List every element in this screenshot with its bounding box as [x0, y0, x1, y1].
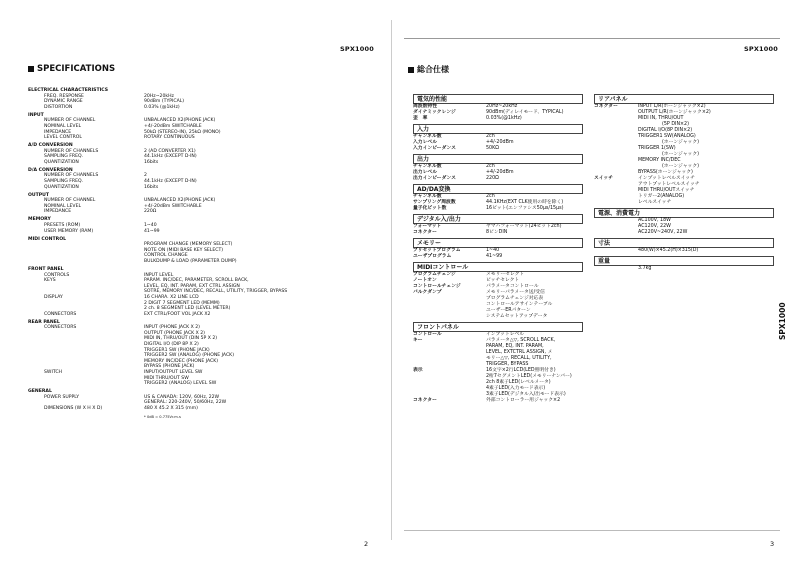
- jp-spec-value-line: (ホーンジャック): [662, 152, 700, 157]
- bullet-square-icon: [28, 66, 34, 72]
- jp-spec-value-line: INPUT L/R(ホーンジャック×2): [638, 104, 706, 109]
- spec-value: [144, 160, 378, 166]
- jp-spec-column-1: [413, 92, 583, 404]
- spec-value-line: 220Ω: [144, 209, 157, 215]
- spec-value-line: EXT CTRL/FOOT VOL JACK X2: [144, 311, 211, 317]
- right-model-header: SPX1000: [744, 45, 778, 53]
- jp-spec-value: [486, 176, 583, 182]
- jp-spec-value-line: ヤマハフォーマット(24ビット2ch): [486, 224, 562, 229]
- spec-group-heading: MIDI CONTROL: [28, 236, 67, 242]
- jp-spec-value-line: メモリーパラメータ送/受信: [486, 290, 545, 295]
- jp-spec-value-line: 4素子LED(入力モード表示): [486, 386, 546, 391]
- spec-value: [144, 242, 378, 264]
- spec-value-line: 41~99: [144, 228, 160, 234]
- spec-value-line: TRIGGER2 (ANALOG) LEVEL SW: [144, 381, 217, 387]
- jp-spec-value-line: MEMORY INC/DEC: [638, 158, 681, 163]
- jp-spec-value-line: 外部コントローラー用ジャック×2: [486, 398, 561, 403]
- jp-spec-row: [594, 104, 774, 176]
- left-model-header: SPX1000: [340, 45, 374, 53]
- spec-value: [144, 395, 378, 406]
- spec-label: QUANTIZATION: [44, 184, 79, 190]
- jp-spec-value-line: AC220V~240V, 22W: [638, 230, 688, 235]
- jp-spec-value-line: 3素子LED(デジタル入/出モード表示): [486, 392, 566, 397]
- jp-spec-label: コネクター: [594, 104, 618, 109]
- jp-spec-value-line: 90dBm(ディレイモード、TYPICAL): [486, 110, 564, 115]
- jp-spec-value-line: レベルスイッチ: [638, 200, 672, 205]
- spec-row: [28, 295, 378, 312]
- jp-section-heading: フロントパネル: [413, 322, 583, 332]
- jp-spec-label: コントロール: [413, 332, 442, 337]
- spec-label: DIMENSIONS (W X H X D): [44, 405, 103, 411]
- jp-spec-value: [638, 248, 774, 254]
- spec-group-heading: OUTPUT: [28, 192, 49, 198]
- spec-group-heading: A/D CONVERSION: [28, 143, 73, 149]
- footnote: * 0dB = 0.775Vr.m.s: [144, 414, 181, 419]
- jp-spec-value: [638, 104, 774, 176]
- jp-section-heading: 寸法: [594, 238, 774, 248]
- spec-label: CONTROLS: [44, 272, 70, 278]
- spec-label: LEVEL CONTROL: [44, 135, 82, 141]
- jp-spec-value: [638, 218, 774, 236]
- bullet-square-icon: [408, 67, 414, 73]
- spec-row: [28, 185, 378, 191]
- spec-row: [28, 370, 378, 387]
- jp-spec-label: 量子化ビット数: [413, 206, 447, 211]
- spec-value: [144, 185, 378, 191]
- spec-value-line: 1~40: [144, 223, 157, 229]
- spec-value-line: 16bits: [144, 184, 159, 190]
- spec-value-line: US & CANADA: 120V, 60Hz, 22W: [144, 394, 220, 400]
- jp-spec-value-line: BYPASS(ホーンジャック): [638, 170, 693, 175]
- spec-groups: [28, 88, 378, 412]
- spec-label: NUMBER OF CHANNELS: [44, 173, 99, 179]
- jp-spec-value-line: 480(W)×45.2(H)×315(D): [638, 248, 699, 253]
- spec-label: DISPLAY: [44, 294, 63, 300]
- spec-label: SAMPLING FREQ.: [44, 179, 84, 185]
- jp-spec-value-line: ユーザーERパターン: [486, 308, 531, 313]
- jp-spec-value: [486, 146, 583, 152]
- jp-spec-label: 出力レベル: [413, 170, 437, 175]
- spec-value-line: INPUT (PHONE JACK X 2): [144, 325, 200, 331]
- specifications-title: SPECIFICATIONS: [37, 64, 116, 74]
- spec-value-line: +4/-20dBm SWITCHABLE: [144, 123, 202, 129]
- spec-value: [144, 295, 378, 312]
- jp-spec-value-line: 41~99: [486, 254, 503, 259]
- spec-value-line: MEMORY INC/DEC (PHONE JACK): [144, 358, 219, 364]
- spec-value: [144, 312, 378, 318]
- right-page-number: 3: [770, 540, 775, 548]
- jp-section-heading: 電気的性能: [413, 94, 583, 104]
- jp-spec-value-line: メモリーセレクト: [486, 272, 525, 277]
- jp-spec-value-line: 20Hz~20kHz: [486, 104, 518, 109]
- spec-group-heading: ELECTRICAL CHARACTERISTICS: [28, 88, 109, 93]
- jp-spec-label: 周波数特性: [413, 104, 437, 109]
- jp-spec-label: フォーマット: [413, 224, 442, 229]
- spec-value-line: INPUT LEVEL: [144, 272, 174, 278]
- spec-value-line: GENERAL: 220-240V, 50/60Hz, 22W: [144, 400, 227, 406]
- spec-row: [28, 325, 378, 370]
- spec-row: [28, 242, 378, 264]
- spec-label: NOMINAL LEVEL: [44, 203, 82, 209]
- jp-spec-value: [486, 116, 583, 122]
- spec-value-line: 50kΩ (STEREO-IN), 25kΩ (MONO): [144, 129, 221, 135]
- spec-value-line: BULKDUMP & LOAD (PARAMETER DUMP): [144, 258, 237, 264]
- jp-spec-value: [486, 230, 583, 236]
- jp-spec-value-line: 8ピンDIN: [486, 230, 508, 235]
- jp-section-heading: 重量: [594, 256, 774, 266]
- spec-label: NOMINAL LEVEL: [44, 123, 82, 129]
- spec-value-line: LEVEL, EQ, INT. PARAM, EXT CTRL ASSIGN: [144, 283, 240, 289]
- jp-spec-value-line: インプットレベルスイッチ: [638, 176, 695, 181]
- jp-spec-value-line: 2ch: [486, 134, 495, 139]
- spec-row: [28, 105, 378, 111]
- jp-spec-value-line: MIDI THRU/OUTスイッチ: [638, 188, 695, 193]
- jp-spec-row: [413, 230, 583, 236]
- jp-spec-value-line: AC100V, 18W: [638, 218, 671, 223]
- top-rule: [404, 38, 780, 39]
- bottom-rule: [404, 530, 780, 531]
- jp-spec-value-line: プログラムチェンジ対応表: [486, 296, 544, 301]
- jp-spec-value-line: システムセットアップデータ: [486, 314, 548, 319]
- jp-spec-value-line: 1~40: [486, 248, 500, 253]
- jp-spec-row: [413, 290, 583, 320]
- spec-label: NUMBER OF CHANNELS: [44, 148, 99, 154]
- jp-spec-label: [594, 248, 638, 254]
- jp-spec-value-line: 2ch: [486, 194, 495, 199]
- jp-spec-row: [594, 266, 774, 272]
- jp-spec-row: [413, 146, 583, 152]
- spec-value-line: TRIGGER2 SW (ANALOG) (PHONE JACK): [144, 353, 234, 359]
- spec-value-line: 2: [144, 173, 147, 179]
- jp-spec-value-line: TRIGGER, BYPASS: [486, 362, 529, 367]
- jp-section-heading: 入力: [413, 124, 583, 134]
- specifications-heading: [28, 64, 378, 74]
- spec-value-line: PROGRAM CHANGE (MEMORY SELECT): [144, 242, 233, 248]
- spec-value: [144, 105, 378, 111]
- spec-row: [28, 209, 378, 215]
- jp-spec-value-line: +4/-20dBm: [486, 140, 514, 145]
- jp-spec-value-line: アウトプットレベルスイッチ: [638, 182, 700, 187]
- jp-spec-label: [594, 266, 638, 272]
- spec-row: [28, 278, 378, 295]
- jp-spec-label: コネクター: [413, 230, 437, 235]
- jp-section-heading: リアパネル: [594, 94, 774, 104]
- jp-spec-label: ダイナミックレンジ: [413, 110, 456, 115]
- jp-spec-row: [594, 218, 774, 236]
- spec-group-heading: MEMORY: [28, 217, 51, 223]
- spec-group-heading: INPUT: [28, 112, 44, 118]
- jp-spec-value-line: コントロールアサインテーブル: [486, 302, 553, 307]
- jp-spec-label: チャンネル数: [413, 164, 442, 169]
- spec-value-line: 2 DIGIT 7 SEGMENT LED (MEMM): [144, 300, 220, 306]
- jp-spec-value-line: 2桁7セグメントLED(メモリーナンバー): [486, 374, 572, 379]
- jp-spec-value-line: 2ch: [486, 164, 495, 169]
- spec-value-line: +4/-20dBm SWITCHABLE: [144, 203, 202, 209]
- spec-value-line: 2 (AD CONVERTER X1): [144, 148, 196, 154]
- spec-label: IMPEDANCE: [44, 209, 72, 215]
- spec-value-line: 16 CHARA. X2 LINE LCD: [144, 294, 199, 300]
- jp-spec-value: [486, 398, 583, 404]
- spec-group-heading: FRONT PANEL: [28, 266, 64, 272]
- spec-value-line: PARAM. INC/DEC, PARAMETER, SCROLL BACK,: [144, 278, 249, 284]
- jp-section-heading: AD/DA変換: [413, 184, 583, 194]
- page-fold: [391, 20, 392, 540]
- spec-value-line: SOTRE, MEMORY INC/DEC, RECALL, UTILITY, TRIGGER, BYPASS: [144, 289, 288, 295]
- jp-spec-value-line: 220Ω: [486, 176, 499, 181]
- spec-value-line: TRIGGER1 SW (PHONE JACK): [144, 347, 210, 353]
- jp-spec-value-line: MIDI IN, THRU/OUT: [638, 116, 684, 121]
- jp-spec-value-line: 44.1KHz(EXT CLK使用の時を除く): [486, 200, 564, 205]
- jp-spec-label: チャンネル数: [413, 134, 442, 139]
- spec-value-line: INPUT/OUTPUT LEVEL SW: [144, 370, 203, 376]
- jp-spec-row: [594, 176, 774, 206]
- jp-spec-value: [486, 338, 583, 368]
- spec-label: CONNECTORS: [44, 325, 77, 331]
- spec-value-line: MIDI THRU/OUT SW: [144, 375, 189, 381]
- spec-value-line: 44.1kHz (EXCEPT D-IN): [144, 154, 197, 160]
- jp-spec-value-line: AC120V, 22W: [638, 224, 671, 229]
- jp-spec-row: [594, 248, 774, 254]
- jp-spec-label: 歪 率: [413, 116, 428, 121]
- spec-label: PRESETS (ROM): [44, 223, 81, 229]
- jp-spec-value-line: +4/-20dBm: [486, 170, 514, 175]
- spec-group-heading: REAR PANEL: [28, 319, 60, 325]
- spec-label: NUMBER OF CHANNEL: [44, 198, 96, 204]
- jp-spec-value-line: 3.7kg: [638, 266, 652, 271]
- spec-value-line: UNBALANCED X2(PHONE JACK): [144, 198, 216, 204]
- jp-spec-value-line: インプットレベル: [486, 332, 525, 337]
- jp-spec-label: キー: [413, 338, 423, 343]
- jp-spec-value-line: (ホーンジャック): [662, 140, 700, 145]
- jp-spec-value-line: OUTPUT L/R(ホーンジャック×2): [638, 110, 711, 115]
- spec-group-heading: D/A CONVERSION: [28, 167, 73, 173]
- spec-value-line: 90dBm (TYPICAL): [144, 99, 185, 105]
- jp-spec-value: [486, 290, 583, 320]
- spec-label: NUMBER OF CHANNEL: [44, 118, 96, 124]
- jp-spec-value-line: LEVEL, EXTCTRL ASSIGN, メ: [486, 350, 553, 355]
- spec-value-line: 16bits: [144, 159, 159, 165]
- jp-spec-row: [413, 398, 583, 404]
- spec-value-line: UNBALANCED X2(PHONE JACK): [144, 118, 216, 124]
- jp-spec-value: [638, 266, 774, 272]
- jp-spec-label: サンプリング周波数: [413, 200, 456, 205]
- spec-value: [144, 135, 378, 141]
- jp-spec-value-line: 16ビット(エンファシス50μs/15μs): [486, 206, 564, 211]
- spec-value: [144, 325, 378, 370]
- spec-value-line: 44.1kHz (EXCEPT D-IN): [144, 179, 197, 185]
- jp-spec-value-line: 50KΩ: [486, 146, 499, 151]
- jp-spec-label: コネクター: [413, 398, 437, 403]
- jp-spec-label: スイッチ: [594, 176, 613, 181]
- spec-row: [28, 135, 378, 141]
- jp-section-heading: MIDIコントロール: [413, 262, 583, 272]
- spec-row: [28, 312, 378, 318]
- jp-spec-column-2: [594, 92, 774, 272]
- jp-section-heading: 電源、消費電力: [594, 208, 774, 218]
- jp-spec-value-line: パラメータ△▽, SCROLL BACK,: [486, 338, 556, 343]
- spec-label: KEYS: [44, 278, 56, 284]
- jp-spec-title: 総合仕様: [417, 65, 449, 74]
- jp-spec-value-line: ピッチセレクト: [486, 278, 520, 283]
- left-page-number: 2: [364, 540, 369, 548]
- spec-value: [144, 229, 378, 235]
- jp-section-heading: メモリー: [413, 238, 583, 248]
- jp-spec-label: コントロールチェンジ: [413, 284, 461, 289]
- jp-section-heading: 出力: [413, 154, 583, 164]
- jp-spec-value: [638, 176, 774, 206]
- spec-value-line: DIGITAL I/O (DIP 8P X 2): [144, 342, 199, 348]
- spec-value: [144, 209, 378, 215]
- spec-value-line: 20Hz~20kHz: [144, 93, 174, 99]
- spec-value-line: OUTPUT (PHONE JACK X 2): [144, 330, 205, 336]
- jp-spec-row: [413, 338, 583, 368]
- jp-spec-row: [413, 206, 583, 212]
- jp-spec-label: ノートオン: [413, 278, 437, 283]
- spec-label: FREQ. RESPONSE: [44, 93, 84, 99]
- spec-value: [144, 278, 378, 295]
- jp-spec-label: バルクダンプ: [413, 290, 442, 295]
- spec-label: DYNAMIC RANGE: [44, 99, 83, 105]
- jp-spec-value: [486, 206, 583, 212]
- jp-spec-label: ユーザプログラム: [413, 254, 452, 259]
- jp-spec-label: プログラムチェンジ: [413, 272, 456, 277]
- jp-spec-row: [413, 116, 583, 122]
- spec-label: IMPEDANCE: [44, 129, 72, 135]
- jp-spec-value-line: PARAM, EQ, INT. PARAM,: [486, 344, 544, 349]
- jp-spec-label: 出力インピーダンス: [413, 176, 456, 181]
- jp-spec-value-line: トリガー2(ANALOG): [638, 194, 685, 199]
- jp-section-heading: デジタル入/出力: [413, 214, 583, 224]
- spec-value-line: MIDI IN, THRU/OUT (DIN 5P X 2): [144, 336, 218, 342]
- spec-label: USER MEMORY (RAM): [44, 228, 94, 234]
- jp-spec-value-line: 0.03%(@1kHz): [486, 116, 522, 121]
- jp-spec-label: 表示: [413, 368, 423, 373]
- spec-row: [28, 395, 378, 406]
- spec-value: [144, 406, 378, 412]
- jp-spec-row: [413, 368, 583, 398]
- spec-row: [28, 229, 378, 235]
- specifications-page: [28, 64, 378, 419]
- spec-label: [28, 242, 144, 264]
- spec-label: POWER SUPPLY: [44, 394, 80, 400]
- spec-row: [28, 406, 378, 412]
- spec-group-heading: GENERAL: [28, 389, 52, 395]
- spec-label: SAMPLING FREQ.: [44, 154, 84, 160]
- side-model-tab: SPX1000: [778, 302, 787, 340]
- spec-label: CONNECTORS: [44, 311, 77, 317]
- jp-spec-value-line: (5P DIN×2): [662, 122, 689, 127]
- spec-value-line: CONTROL CHANGE: [144, 253, 188, 259]
- spec-value: [144, 370, 378, 387]
- spec-label: DISTORTION: [44, 104, 73, 110]
- jp-spec-value-line: モリー△▽, RECALL, UTILITY,: [486, 356, 552, 361]
- spec-value-line: ROTARY CONTINUOUS: [144, 135, 195, 141]
- spec-value-line: 480 X 45.2 X 315 (mm): [144, 405, 198, 411]
- jp-spec-value-line: TRIGGER1 SW(ANALOG): [638, 134, 696, 139]
- spec-row: [28, 160, 378, 166]
- jp-spec-row: [413, 254, 583, 260]
- jp-spec-value-line: (ホーンジャック): [662, 164, 700, 169]
- jp-spec-value: [486, 368, 583, 398]
- jp-spec-label: プリセットプログラム: [413, 248, 461, 253]
- jp-spec-value: [486, 254, 583, 260]
- spec-value-line: BYPASS (PHONE JACK): [144, 364, 195, 370]
- jp-spec-label: 入力インピーダンス: [413, 146, 456, 151]
- spec-value-line: NOTE ON (MIDI BASE KEY SELECT): [144, 247, 224, 253]
- jp-spec-row: [413, 176, 583, 182]
- spec-value-line: 0.03% (@1kHz): [144, 104, 180, 110]
- jp-spec-heading: [408, 64, 449, 75]
- jp-spec-label: [594, 218, 638, 236]
- jp-spec-label: チャンネル数: [413, 194, 442, 199]
- spec-label: SWITCH: [44, 370, 63, 376]
- jp-spec-value-line: TRIGGER 1(SW): [638, 146, 676, 151]
- jp-spec-label: 入力レベル: [413, 140, 437, 145]
- jp-spec-value-line: 2ch 8素子LED(レベルメータ): [486, 380, 551, 385]
- spec-value-line: 2 ch. 8 SEGMENT LED (LEVEL METER): [144, 306, 231, 312]
- jp-spec-value-line: パラメータコントロール: [486, 284, 539, 289]
- spec-label: QUANTIZATION: [44, 159, 79, 165]
- jp-spec-value-line: DIGITAL I/O(8P DIN×2): [638, 128, 693, 133]
- jp-spec-value-line: 16文字×2行LCD(LED照明付き): [486, 368, 556, 373]
